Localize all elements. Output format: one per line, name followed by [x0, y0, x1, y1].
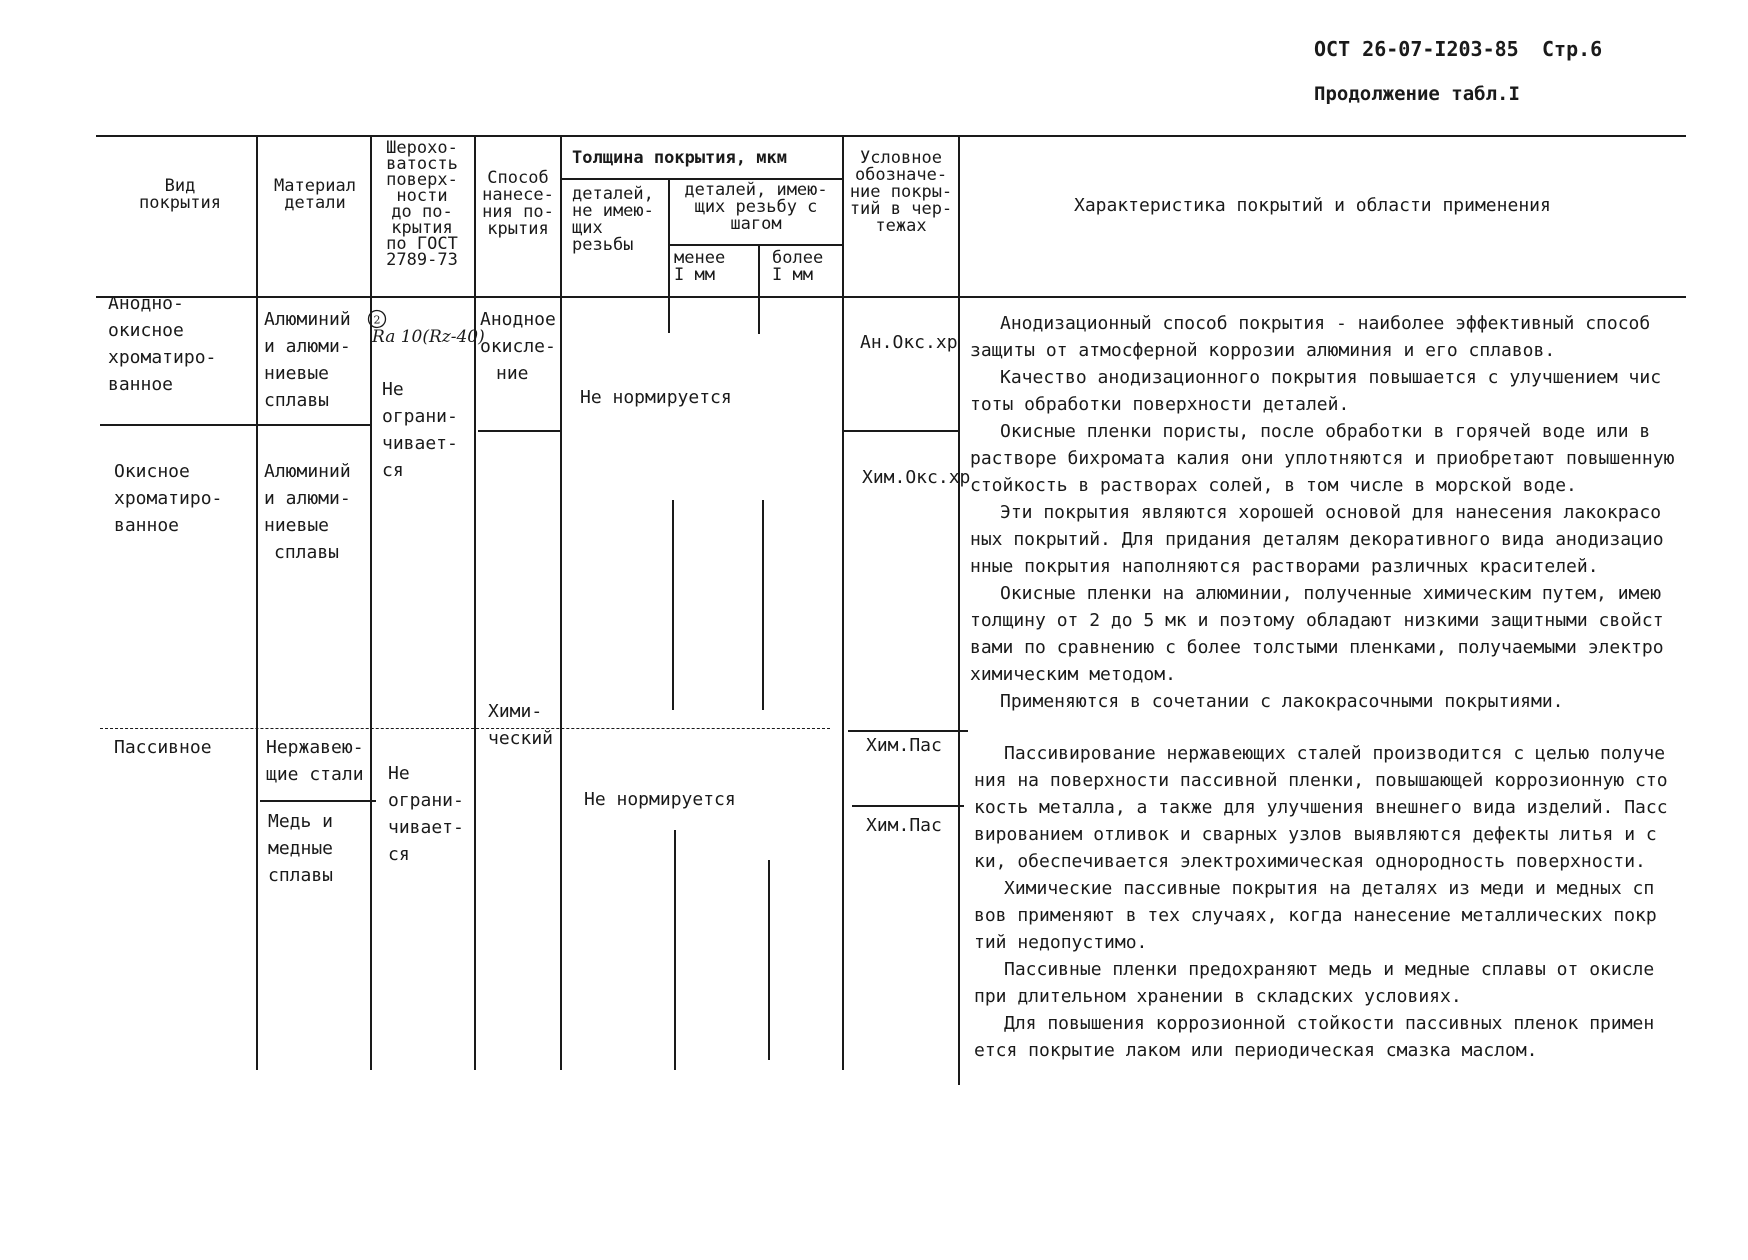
oxide-method: Хими- ческий: [488, 701, 554, 749]
passive-thickness: Не нормируется: [584, 789, 736, 810]
header-bottom-border: [96, 296, 1686, 298]
col-line-8: [958, 135, 960, 1085]
header-thickness: Толщина покрытия, мкм: [572, 148, 787, 168]
thread-header-divider: [668, 244, 842, 246]
table-top-border: [96, 135, 1686, 137]
passive-material-copper: Медь и медные сплавы: [268, 811, 334, 886]
passive-designation-copper: Хим.Пас: [866, 815, 942, 836]
header-more: более I мм: [772, 248, 824, 285]
col-line-6c: [768, 860, 770, 1060]
col-line-2: [370, 135, 372, 1070]
row-divider-3b: [852, 805, 964, 807]
header-designation: Условное обозначе- ние покры- тий в чер- тежах: [849, 148, 953, 236]
header-characteristic: Характеристика покрытий и области применения: [1074, 195, 1551, 216]
passive-roughness: Не ограни- чивает- ся: [388, 763, 464, 865]
header-kind: Вид покрытия: [139, 176, 221, 213]
oxide-material: Алюминий и алюми- ниевые сплавы: [264, 461, 351, 563]
row-divider-1a: [100, 424, 372, 426]
col-line-6b: [762, 500, 764, 710]
passive-kind: Пассивное: [114, 737, 212, 758]
characteristic-passive: Пассивирование нержавеющих сталей производится с целью получе ния на поверхности пассивной пленки, повышающей коррозионную сто кость металла, а также для улучшения внешнего вида изделий. Пасс вированием отливок и сварных узлов выявляются дефекты литья и с ки, обеспечивается электрохимическая однородность поверхности. Химические пассивные покрытия на деталях из меди и медных сп вов применяют в тех случаях, когда нанесение металлических покр тий недопустимо. Пассивные пленки предохраняют медь и медные сплавы от окисле при длительном хранении в складских условиях. Для повышения коррозионной стойкости пассивных пленок примен ется покрытие лаком или периодическая смазка маслом.: [974, 743, 1668, 1061]
header-material: Материал детали: [274, 176, 356, 213]
anodic-kind: Анодно- окисное хроматиро- ванное: [108, 293, 217, 395]
anodic-designation: Ан.Окс.хр: [860, 332, 958, 353]
header-roughness: Шерохо- ватость поверх- ности до по- крытия по ГОСТ 2789-73: [386, 138, 458, 270]
row-divider-1b: [478, 430, 562, 432]
oxide-designation: Хим.Окс.хр: [862, 467, 971, 488]
row-divider-3a: [260, 800, 376, 802]
col-line-7: [842, 135, 844, 1070]
revision-mark-number: 2: [373, 313, 381, 327]
header-no-thread: деталей, не имею- щих резьбы: [572, 184, 654, 255]
col-line-5c: [674, 830, 676, 1070]
anodic-method: Анодное окисле- ние: [480, 309, 556, 384]
header-less: менее I мм: [674, 248, 726, 285]
passive-material-steel: Нержавею- щие стали: [266, 737, 364, 785]
anodic-material: Алюминий и алюми- ниевые сплавы: [264, 309, 351, 411]
row-divider-2: [100, 728, 830, 729]
col-line-4: [560, 135, 562, 1070]
col-line-1: [256, 135, 258, 1070]
anodic-thickness: Не нормируется: [580, 387, 732, 408]
row-divider-1c: [842, 430, 960, 432]
header-with-thread: деталей, имею- щих резьбу с шагом: [684, 180, 828, 234]
oxide-kind: Окисное хроматиро- ванное: [114, 461, 223, 536]
table-continuation: Продолжение табл.I: [1314, 83, 1520, 105]
anodic-roughness-handwritten: Ra 10(Rz-40): [372, 327, 485, 347]
col-line-3: [474, 135, 476, 1070]
characteristic-anodic-oxide: Анодизационный способ покрытия - наиболее эффективный способ защиты от атмосферной коррозии алюминия и его сплавов. Качество анодизационного покрытия повышается с улучшением чис тоты обработки поверхности деталей. Окисные пленки пористы, после обработки в горячей воде или в растворе бихромата калия они уплотняются и приобретают повышенную стойкость в растворах солей, в том числе в морской воде. Эти покрытия являются хорошей основой для нанесения лакокрасо ных покрытий. Для придания деталям декоративного вида анодизацио нные покрытия наполняются растворами различных красителей. Окисные пленки на алюминии, полученные химическим путем, имею толщину от 2 до 5 мк и поэтому обладают низкими защитными свойст вами по сравнению с более толстыми пленками, получаемыми электро химическим методом. Применяются в сочетании с лакокрасочными покрытиями.: [970, 313, 1675, 712]
page-label: Стр.6: [1542, 37, 1603, 61]
passive-designation-steel: Хим.Пас: [866, 735, 942, 756]
doc-number: ОСТ 26-07-I203-85: [1314, 37, 1519, 61]
col-line-6a: [758, 244, 760, 334]
anodic-roughness: Не ограни- чивает- ся: [382, 379, 458, 481]
header-method: Способ нанесе- ния по- крытия: [482, 168, 554, 239]
col-line-5b: [672, 500, 674, 710]
